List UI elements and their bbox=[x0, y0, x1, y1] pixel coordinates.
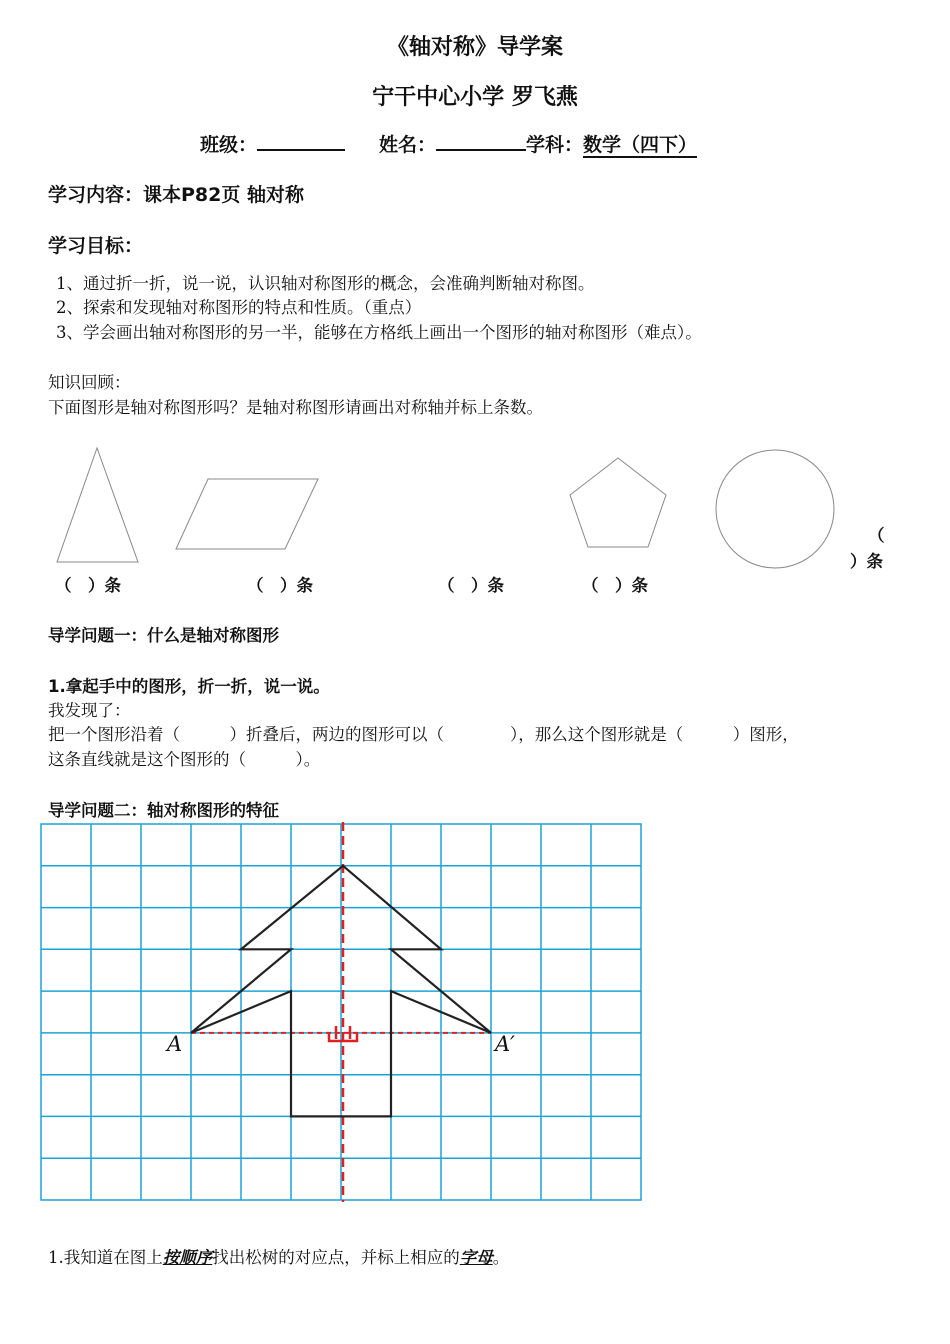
subject-label: 学科： bbox=[526, 134, 584, 156]
subject-value: 数学（四下） bbox=[583, 134, 698, 156]
pentagon-shape bbox=[570, 458, 666, 547]
q2-heading: 导学问题二：轴对称图形的特征 bbox=[48, 801, 279, 820]
class-label: 班级： bbox=[200, 134, 258, 156]
rectangle-answer[interactable]: （ ）条 bbox=[438, 576, 504, 595]
shapes-row bbox=[0, 440, 950, 580]
name-label: 姓名： bbox=[379, 134, 437, 156]
task-text: 找出松树的对应点，并标上相应的 bbox=[212, 1248, 460, 1267]
circle-shape bbox=[716, 450, 834, 568]
triangle-answer[interactable]: （ ）条 bbox=[55, 576, 121, 595]
point-a-label: A bbox=[167, 1032, 183, 1056]
circle-answer-open[interactable]: （ bbox=[868, 526, 885, 545]
review-question: 下面图形是轴对称图形吗？是轴对称图形请画出对称轴并标上条数。 bbox=[48, 398, 543, 417]
grid-figure bbox=[40, 822, 644, 1202]
page-title: 《轴对称》导学案 bbox=[386, 35, 563, 60]
parallelogram-answer[interactable]: （ ）条 bbox=[247, 576, 313, 595]
task-instruction bbox=[48, 1244, 509, 1268]
goal-item: 3、学会画出轴对称图形的另一半，能够在方格纸上画出一个图形的轴对称图形（难点）。 bbox=[56, 323, 702, 342]
task-text: 1.我知道在图上 bbox=[48, 1248, 163, 1267]
task-emphasis: 按顺序 bbox=[162, 1248, 213, 1267]
task-text: 。 bbox=[492, 1248, 510, 1267]
pentagon-answer[interactable]: （ ）条 bbox=[582, 576, 648, 595]
study-content: 学习内容：课本P82页 轴对称 bbox=[48, 184, 304, 206]
circle-answer-close[interactable]: ）条 bbox=[850, 552, 883, 571]
triangle-shape bbox=[57, 448, 138, 562]
goal-item: 1、通过折一折，说一说，认识轴对称图形的概念，会准确判断轴对称图。 bbox=[56, 274, 595, 293]
review-heading: 知识回顾： bbox=[48, 373, 131, 392]
meta-line bbox=[200, 130, 697, 157]
task-emphasis: 字母 bbox=[459, 1248, 493, 1267]
name-blank[interactable] bbox=[436, 131, 526, 151]
q1-heading: 导学问题一：什么是轴对称图形 bbox=[48, 626, 279, 645]
author-line: 宁干中心小学 罗飞燕 bbox=[372, 85, 578, 110]
parallelogram-shape bbox=[176, 479, 318, 549]
point-a-prime-label: A′ bbox=[495, 1032, 515, 1056]
class-blank[interactable] bbox=[257, 131, 345, 151]
q1-found: 我发现了： bbox=[48, 701, 131, 720]
grid-lines bbox=[41, 824, 641, 1200]
goal-item: 2、探索和发现轴对称图形的特点和性质。（重点） bbox=[56, 298, 422, 317]
q1-task: 1.拿起手中的图形，折一折，说一说。 bbox=[48, 677, 330, 696]
goals-heading: 学习目标： bbox=[48, 235, 144, 257]
q1-fill-line-1[interactable]: 把一个图形沿着（ ）折叠后，两边的图形可以（ ），那么这个图形就是（ ）图形， bbox=[48, 725, 799, 744]
q1-fill-line-2[interactable]: 这条直线就是这个图形的（ ）。 bbox=[48, 750, 321, 769]
